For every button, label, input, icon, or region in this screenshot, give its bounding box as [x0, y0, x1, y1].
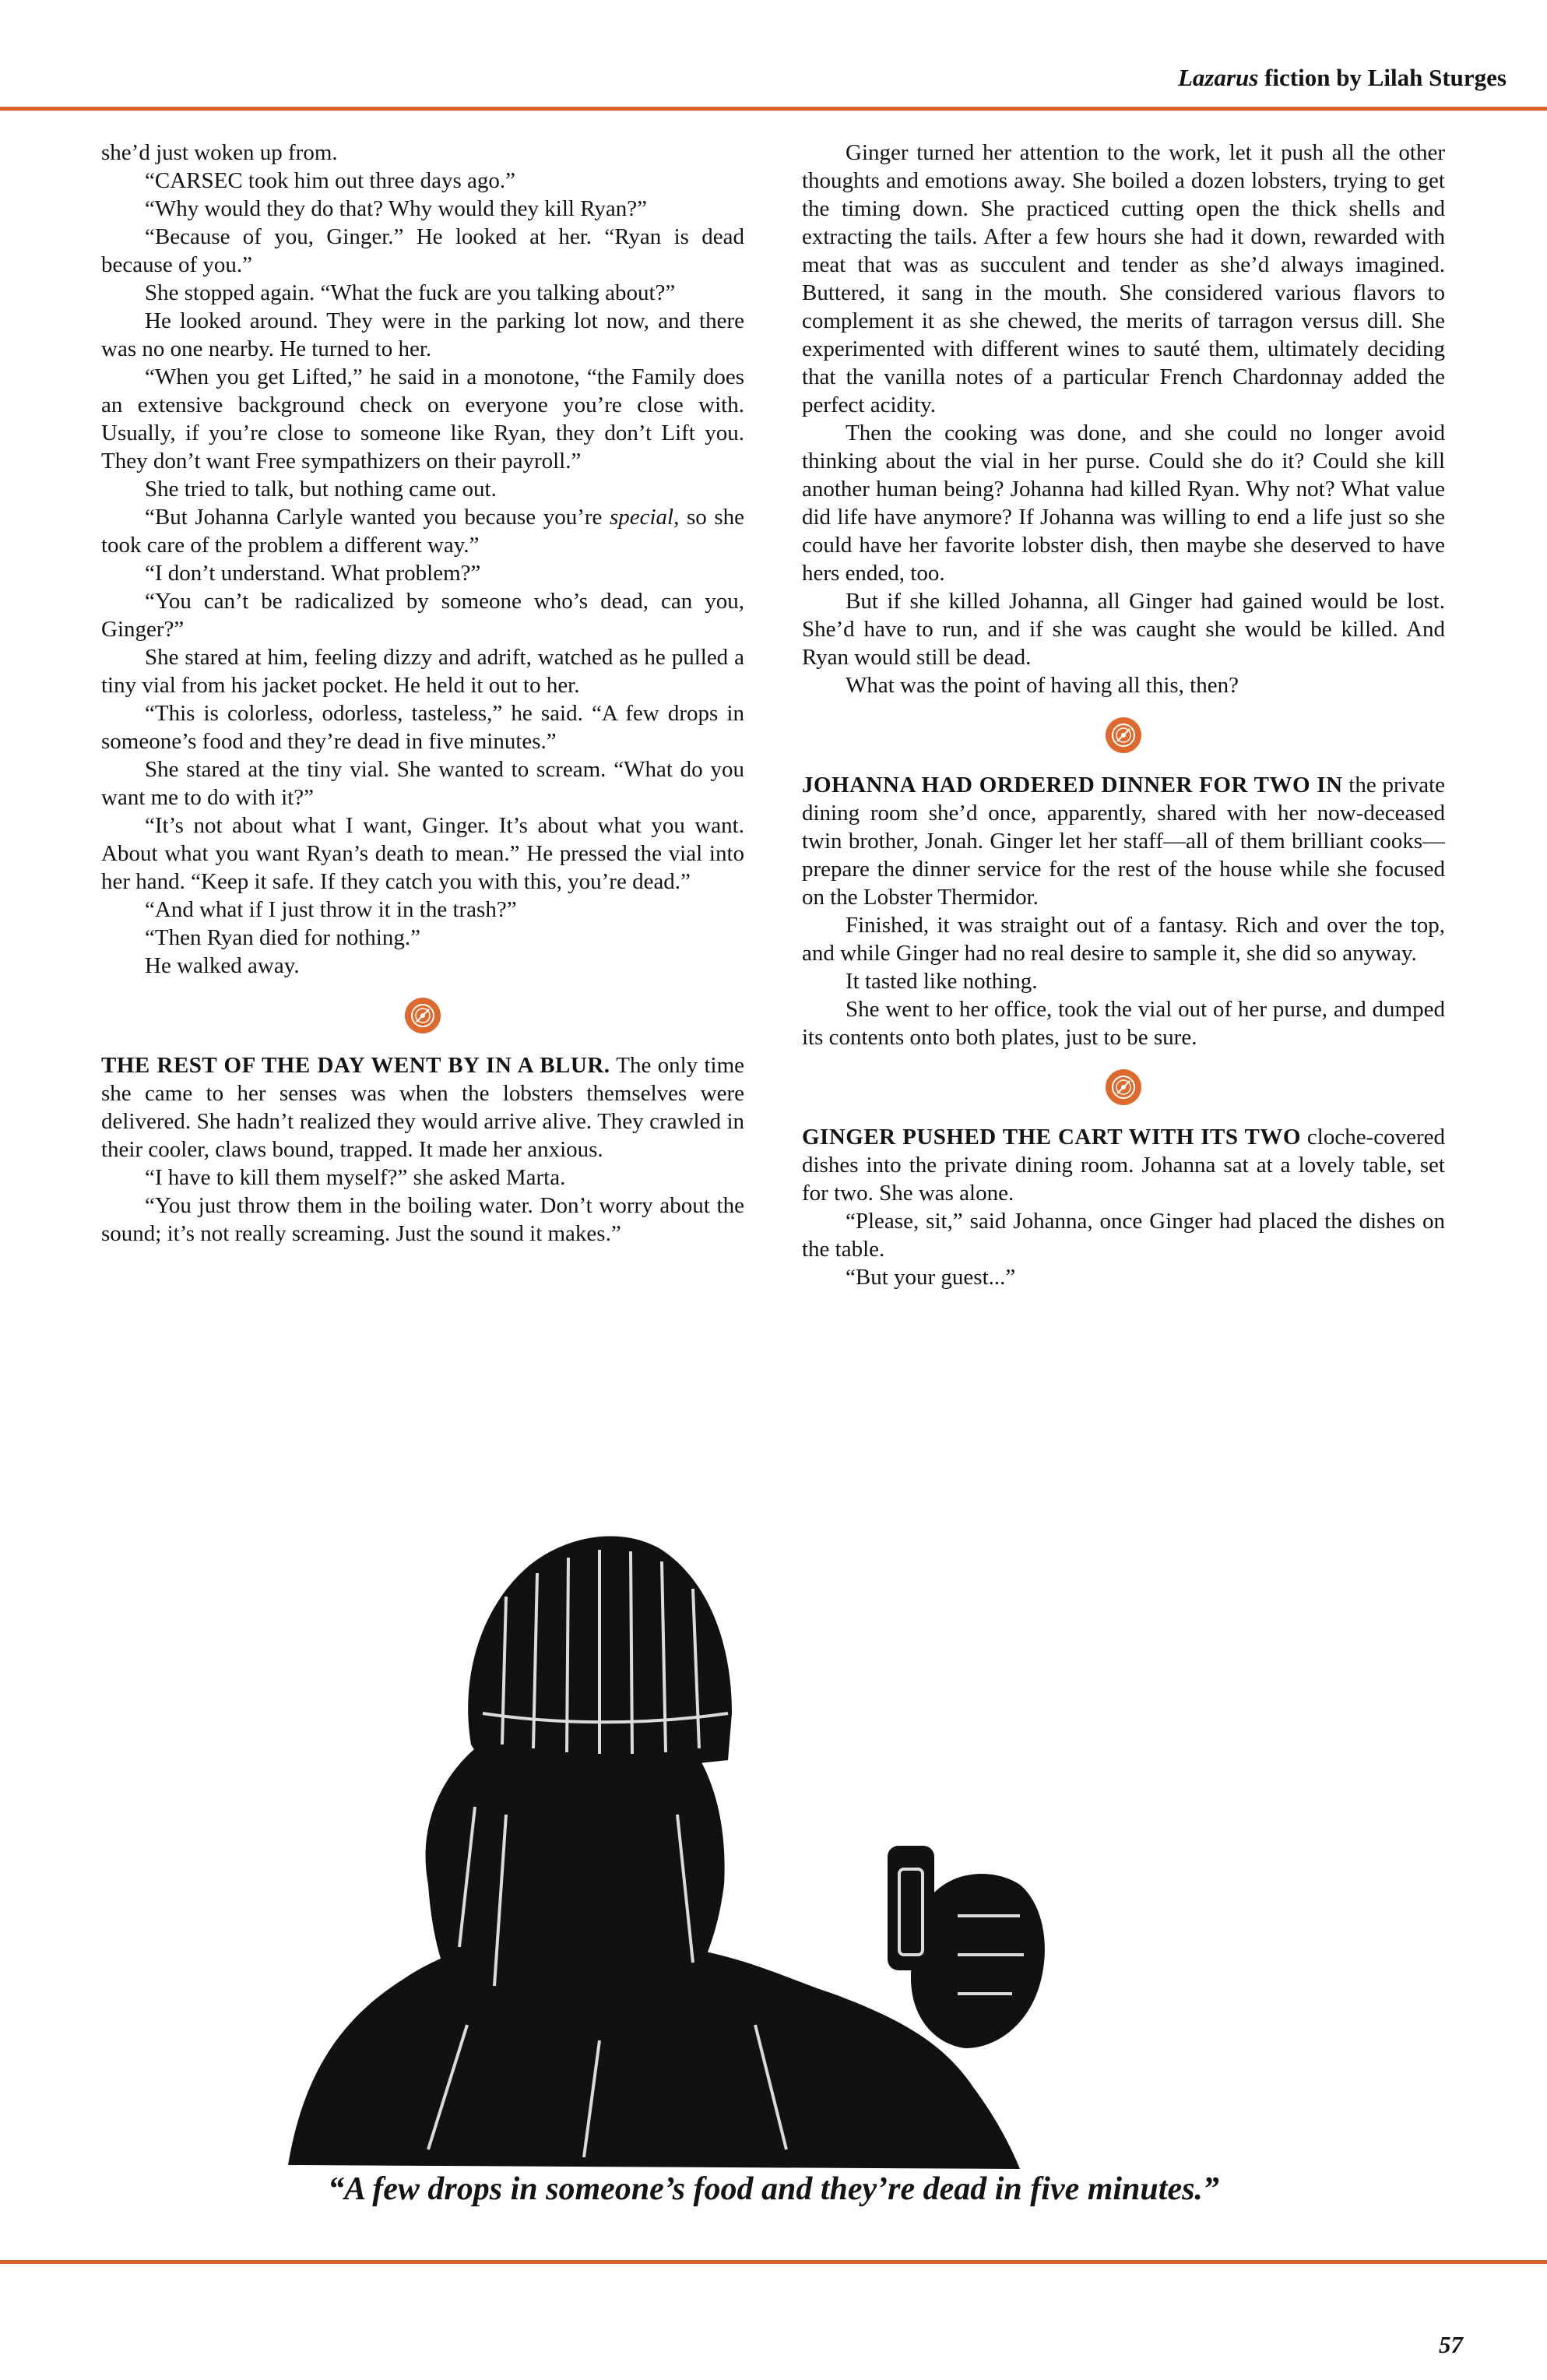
paragraph: “Please, sit,” said Johanna, once Ginger had placed the dishes on the table.	[802, 1209, 1445, 1262]
paragraph: “I have to kill them myself?” she asked Marta.	[145, 1165, 566, 1190]
text-span: The only time she came to her senses was when the lobsters themselves were delivered. She hadn’t realized they would arrive alive. They crawled in their cooler, claws bound, trapped. It made her anxious.	[101, 1053, 744, 1162]
section-break	[802, 699, 1445, 771]
gramophone-record-icon	[1106, 717, 1141, 753]
gramophone-record-icon	[405, 998, 441, 1033]
section-lead-paragraph	[101, 1051, 744, 1164]
running-header	[1178, 64, 1507, 92]
paragraph: “Because of you, Ginger.” He looked at her. “Ryan is dead because of you.”	[101, 224, 744, 277]
text-span: cloche-covered dishes into the private dining room. Johanna sat at a lovely table, set for two. She was alone.	[802, 1125, 1445, 1206]
section-break	[101, 980, 744, 1051]
text-span: the private dining room she’d once, apparently, shared with her now-deceased twin brother, Jonah. Ginger let her staff—all of them brilliant cooks—prepare the dinner service for the rest of the house while she focused on the Lobster Thermidor.	[802, 773, 1445, 910]
paragraph: “Why would they do that? Why would they kill Ryan?”	[145, 196, 648, 221]
paragraph: Ginger turned her attention to the work, let it push all the other thoughts and emotions away. She boiled a dozen lobsters, trying to get the timing down. She practiced cutting open the thick shells and extracting the tails. After a few hours she had it down, rewarded with meat that was as succulent and tender as she’d always imagined. Buttered, it sang in the mouth. She considered various flavors to complement it as she chewed, the merits of tarragon versus dill. She experimented with different wines to sauté them, ultimately deciding that the vanilla notes of a particular French Chardonnay added the perfect acidity.	[802, 140, 1445, 417]
paragraph: “You can’t be radicalized by someone who’s dead, can you, Ginger?”	[101, 589, 744, 642]
paragraph: But if she killed Johanna, all Ginger had gained would be lost. She’d have to run, and if she was caught she would be killed. And Ryan would still be dead.	[802, 589, 1445, 670]
paragraph: “It’s not about what I want, Ginger. It’s about what you want. About what you want Ryan’s death to mean.” He pressed the vial into her hand. “Keep it safe. If they catch you with this, you’re dead.”	[101, 813, 744, 894]
paragraph: She stared at him, feeling dizzy and adrift, watched as he pulled a tiny vial from his jacket pocket. He held it out to her.	[101, 645, 744, 698]
lead-in: THE REST OF THE DAY WENT BY IN A BLUR.	[101, 1053, 610, 1078]
paragraph: “When you get Lifted,” he said in a monotone, “the Family does an extensive background check on everyone you’re close with. Usually, if you’re close to someone like Ryan, they don’t Lift you. They don’t want Free sympathizers on their payroll.”	[101, 364, 744, 474]
paragraph	[101, 503, 744, 559]
text-span: , so she took care of the problem a different way.”	[101, 505, 744, 558]
page-number: 57	[1439, 2331, 1463, 2358]
ink-illustration	[272, 1480, 1285, 2173]
lead-in: JOHANNA HAD ORDERED DINNER FOR TWO IN	[802, 773, 1343, 797]
paragraph: “And what if I just throw it in the trash?”	[145, 897, 517, 922]
paragraph: Finished, it was straight out of a fantasy. Rich and over the top, and while Ginger had no real desire to sample it, she did so anyway.	[802, 913, 1445, 966]
header-series-title: Lazarus	[1177, 64, 1259, 91]
header-rule	[0, 107, 1547, 111]
paragraph: “Then Ryan died for nothing.”	[145, 925, 420, 950]
paragraph: “But your guest...”	[846, 1265, 1016, 1290]
footer-rule	[0, 2260, 1547, 2264]
paragraph: Then the cooking was done, and she could no longer avoid thinking about the vial in her purse. Could she do it? Could she kill another human being? Johanna had killed Ryan. Why not? What value did life have anymore? If Johanna was willing to end a life just so she could have her favorite lobster dish, then maybe she deserved to have hers ended, too.	[802, 421, 1445, 586]
gramophone-record-icon	[1106, 1069, 1141, 1105]
paragraph: “CARSEC took him out three days ago.”	[145, 168, 516, 193]
pull-quote: “A few drops in someone’s food and they’re dead in five minutes.”	[328, 2171, 1219, 2207]
text-span: “But Johanna Carlyle wanted you because you’re	[145, 505, 610, 530]
paragraph: What was the point of having all this, then?	[846, 673, 1239, 698]
paragraph: She stopped again. “What the fuck are you talking about?”	[145, 280, 676, 305]
section-lead-paragraph	[802, 1123, 1445, 1207]
paragraph: “You just throw them in the boiling water. Don’t worry about the sound; it’s not really screaming. Just the sound it makes.”	[101, 1193, 744, 1246]
left-column	[101, 139, 744, 1248]
section-lead-paragraph	[802, 771, 1445, 911]
lead-in: GINGER PUSHED THE CART WITH ITS TWO	[802, 1125, 1301, 1150]
right-column	[802, 139, 1445, 1291]
header-byline: fiction by Lilah Sturges	[1258, 64, 1507, 91]
paragraph: He walked away.	[145, 953, 300, 978]
paragraph: It tasted like nothing.	[846, 969, 1038, 994]
paragraph: She stared at the tiny vial. She wanted to scream. “What do you want me to do with it?”	[101, 757, 744, 810]
paragraph: “I don’t understand. What problem?”	[145, 561, 481, 586]
section-break	[802, 1051, 1445, 1123]
paragraph: She went to her office, took the vial out of her purse, and dumped its contents onto both plates, just to be sure.	[802, 997, 1445, 1050]
paragraph: she’d just woken up from.	[101, 140, 338, 165]
paragraph: He looked around. They were in the parking lot now, and there was no one nearby. He turned to her.	[101, 308, 744, 361]
paragraph: “This is colorless, odorless, tasteless,” he said. “A few drops in someone’s food and they’re dead in five minutes.”	[101, 701, 744, 754]
paragraph: She tried to talk, but nothing came out.	[145, 477, 497, 502]
emphasis: special	[609, 505, 674, 530]
